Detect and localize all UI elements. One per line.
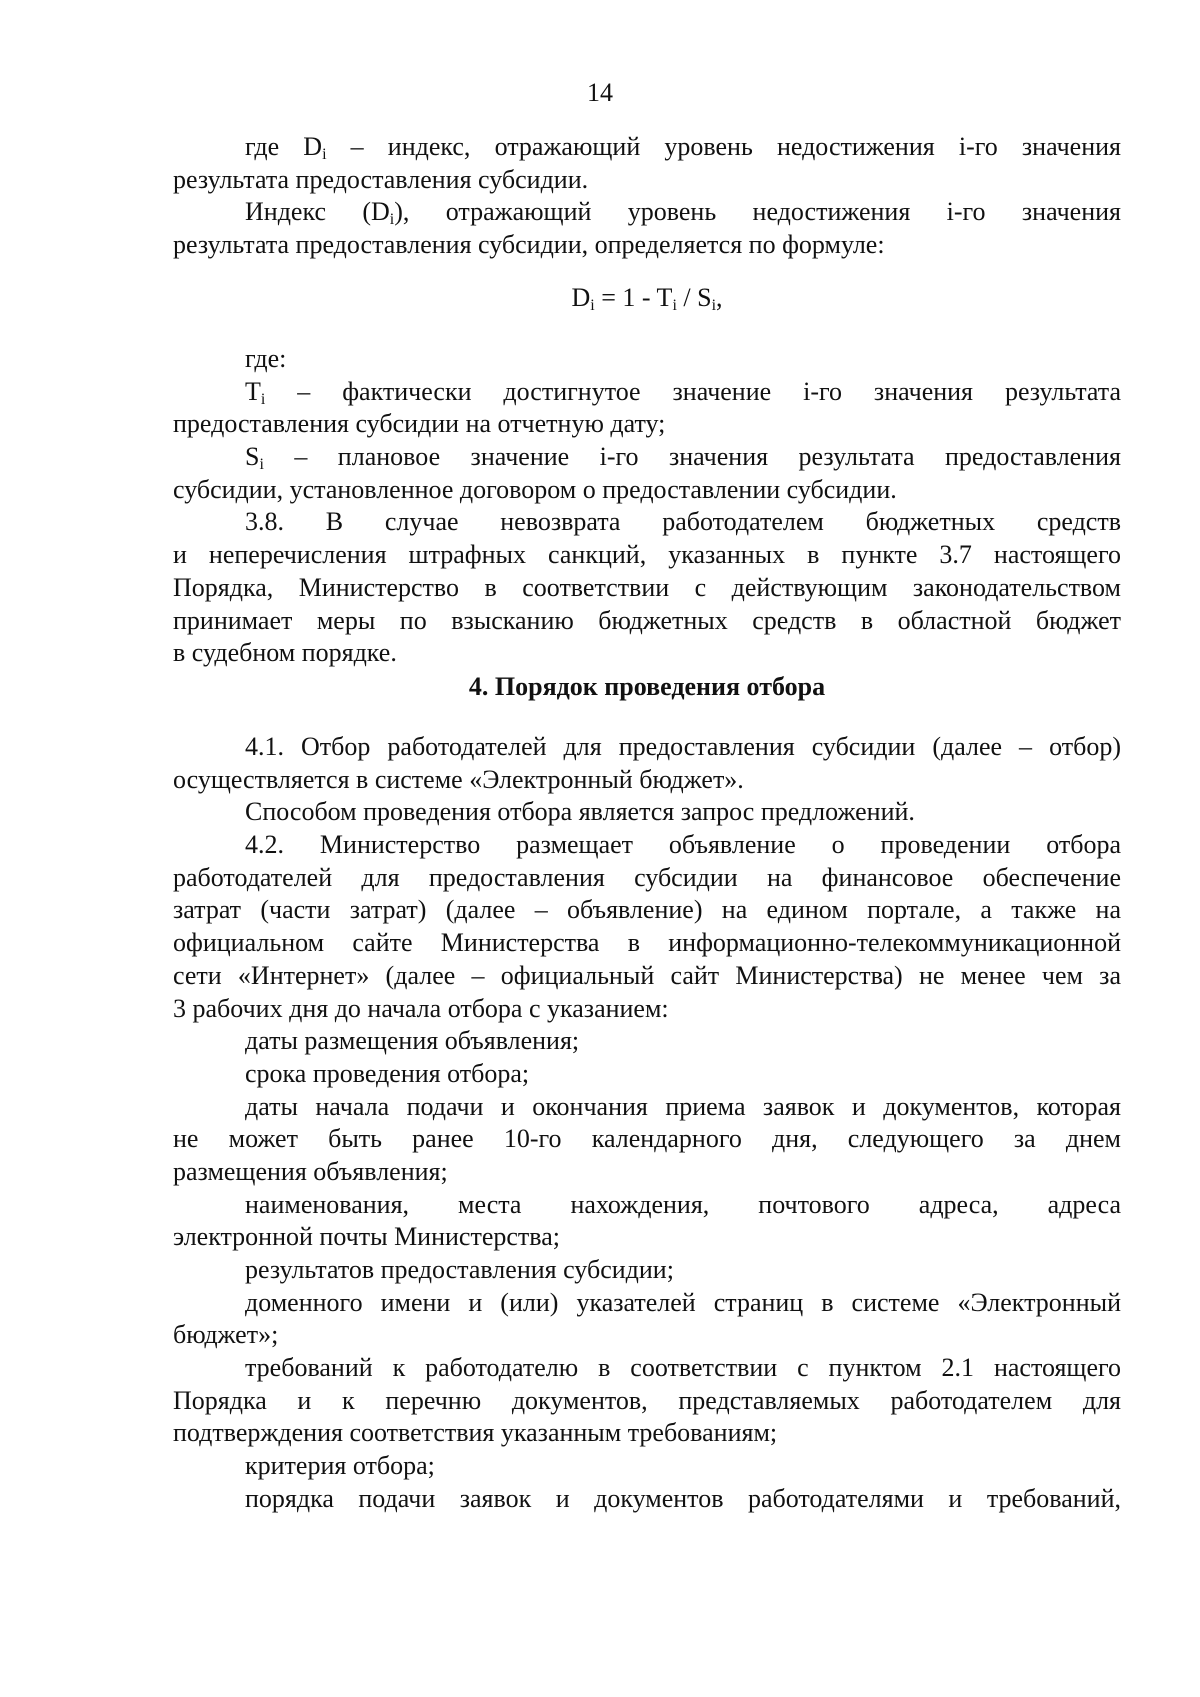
p42-line1: 4.2. Министерство размещает объявление о проведении отбора xyxy=(245,830,1121,860)
method-line: Способом проведения отбора является запрос предложений. xyxy=(245,797,915,827)
si-def-line2: субсидии, установленное договором о предоставлении субсидии. xyxy=(173,474,897,504)
item-date-posted: даты размещения объявления; xyxy=(245,1026,580,1056)
ti-def-line2: предоставления субсидии на отчетную дату; xyxy=(173,409,666,439)
p42-line5: сети «Интернет» (далее – официальный сайт Министерства) не менее чем за xyxy=(173,960,1121,990)
para2-line1: Индекс $(D_i)$, отражающий уровень недостижения i-го значения xyxy=(245,197,1121,229)
item-domain-line2: бюджет»; xyxy=(173,1320,279,1350)
text-block-definitions xyxy=(173,343,1121,670)
item-procedure: порядка подачи заявок и документов работодателями и требований, xyxy=(245,1483,1121,1513)
item-requirements-line2: Порядка и к перечню документов, представляемых работодателем для xyxy=(173,1385,1121,1415)
item-domain-line1: доменного имени и (или) указателей страниц в системе «Электронный xyxy=(245,1287,1121,1317)
item-names-line1: наименования, места нахождения, почтового адреса, адреса xyxy=(245,1189,1121,1219)
p42-line3: затрат (части затрат) (далее – объявление) на едином портале, а также на xyxy=(173,895,1121,925)
item-duration: срока проведения отбора; xyxy=(245,1058,530,1088)
p42-line4: официальном сайте Министерства в информационно-телекоммуникационной xyxy=(173,928,1121,958)
item-dates-line2: не может быть ранее 10-го календарного дня, следующего за днем xyxy=(173,1124,1121,1154)
item-results: результатов предоставления субсидии; xyxy=(245,1255,674,1284)
p42-line6: 3 рабочих дня до начала отбора с указанием: xyxy=(173,993,669,1023)
formula: $D_i = 1 - T_i / S_i$, xyxy=(571,283,723,314)
item-criteria: критерия отбора; xyxy=(245,1451,435,1481)
p38-line1: 3.8. В случае невозврата работодателем бюджетных средств xyxy=(245,507,1121,537)
text-block-formula xyxy=(173,131,1121,262)
p38-line3: Порядка, Министерство в соответствии с действующим законодательством xyxy=(173,572,1121,602)
section-heading: 4. Порядок проведения отбора xyxy=(468,672,826,701)
item-dates-line1: даты начала подачи и окончания приема заявок и документов, которая xyxy=(245,1091,1121,1121)
where-label: где: xyxy=(245,344,287,373)
p41-line1: 4.1. Отбор работодателей для предоставления субсидии (далее – отбор) xyxy=(245,732,1121,761)
p42-line2: работодателей для предоставления субсидии на финансовое обеспечение xyxy=(173,862,1121,892)
item-requirements-line3: подтверждения соответствия указанным требованиям; xyxy=(173,1418,778,1448)
p41-line2: осуществляется в системе «Электронный бюджет». xyxy=(173,764,744,794)
si-def-line1: $S_i$ – плановое значение i-го значения результата предоставления xyxy=(245,442,1121,474)
para1-line2: результата предоставления субсидии. xyxy=(173,164,589,194)
item-requirements-line1: требований к работодателю в соответствии с пунктом 2.1 настоящего xyxy=(245,1353,1121,1383)
p38-line5: в судебном порядке. xyxy=(173,638,397,668)
p38-line2: и неперечисления штрафных санкций, указанных в пункте 3.7 настоящего xyxy=(173,540,1121,570)
para2-line2: результата предоставления субсидии, определяется по формуле: xyxy=(173,230,885,260)
ti-def-line1: $T_i$ – фактически достигнутое значение i-го значения результата xyxy=(245,376,1121,408)
item-dates-line3: размещения объявления; xyxy=(173,1156,448,1186)
para1-line1: где $D_i$ – индекс, отражающий уровень недостижения i-го значения xyxy=(245,132,1121,163)
p38-line4: принимает меры по взысканию бюджетных средств в областной бюджет xyxy=(173,605,1121,635)
text-block-section4 xyxy=(173,731,1121,1516)
item-names-line2: электронной почты Министерства; xyxy=(173,1222,560,1252)
page-number: 14 xyxy=(587,78,613,107)
